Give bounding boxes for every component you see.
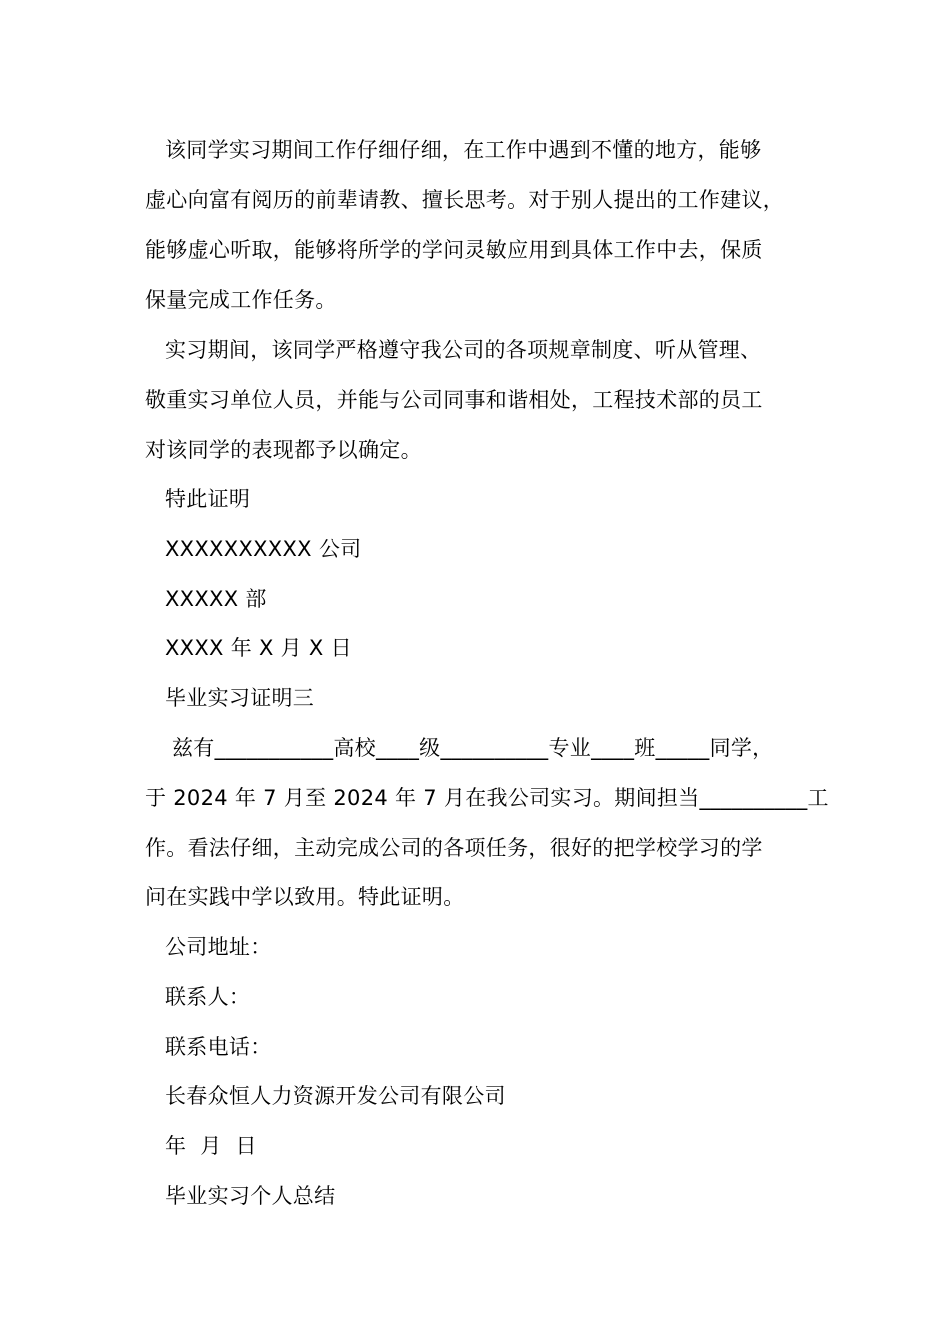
paragraph-2-line-1: 实习期间，该同学严格遵守我公司的各项规章制度、听从管理、 bbox=[165, 338, 762, 362]
company-name: 长春众恒人力资源开发公司有限公司 bbox=[165, 1084, 506, 1108]
section-heading-certificate-3: 毕业实习证明三 bbox=[165, 686, 315, 710]
company-line: XXXXXXXXXX 公司 bbox=[165, 537, 362, 561]
company-address-label: 公司地址： bbox=[165, 935, 272, 959]
date-placeholder: 年 月 日 bbox=[165, 1134, 257, 1158]
paragraph-1-line-2: 虚心向富有阅历的前辈请教、擅长思考。对于别人提出的工作建议， bbox=[145, 188, 784, 212]
date-line: XXXX 年 X 月 X 日 bbox=[165, 636, 352, 660]
paragraph-3-line-4: 问在实践中学以致用。特此证明。 bbox=[145, 885, 465, 909]
paragraph-3-line-2: 于 2024 年 7 月至 2024 年 7 月在我公司实习。期间担当__________工 bbox=[145, 786, 829, 810]
department-line: XXXXX 部 bbox=[165, 587, 267, 611]
paragraph-2-line-2: 敬重实习单位人员，并能与公司同事和谐相处，工程技术部的员工 bbox=[145, 388, 763, 412]
paragraph-1-line-4: 保量完成工作任务。 bbox=[145, 288, 337, 312]
paragraph-2-line-3: 对该同学的表现都予以确定。 bbox=[145, 438, 422, 462]
paragraph-1-line-3: 能够虚心听取，能够将所学的学问灵敏应用到具体工作中去，保质 bbox=[145, 238, 763, 262]
section-heading-summary: 毕业实习个人总结 bbox=[165, 1184, 336, 1208]
paragraph-1-line-1: 该同学实习期间工作仔细仔细，在工作中遇到不懂的地方，能够 bbox=[165, 138, 762, 162]
contact-person-label: 联系人： bbox=[165, 985, 251, 1009]
contact-phone-label: 联系电话： bbox=[165, 1035, 272, 1059]
paragraph-3-line-1: 兹有___________高校____级__________专业____班_____同学， bbox=[165, 736, 774, 760]
paragraph-3-line-3: 作。看法仔细，主动完成公司的各项任务，很好的把学校学习的学 bbox=[145, 836, 763, 860]
special-proof: 特此证明 bbox=[165, 487, 251, 511]
